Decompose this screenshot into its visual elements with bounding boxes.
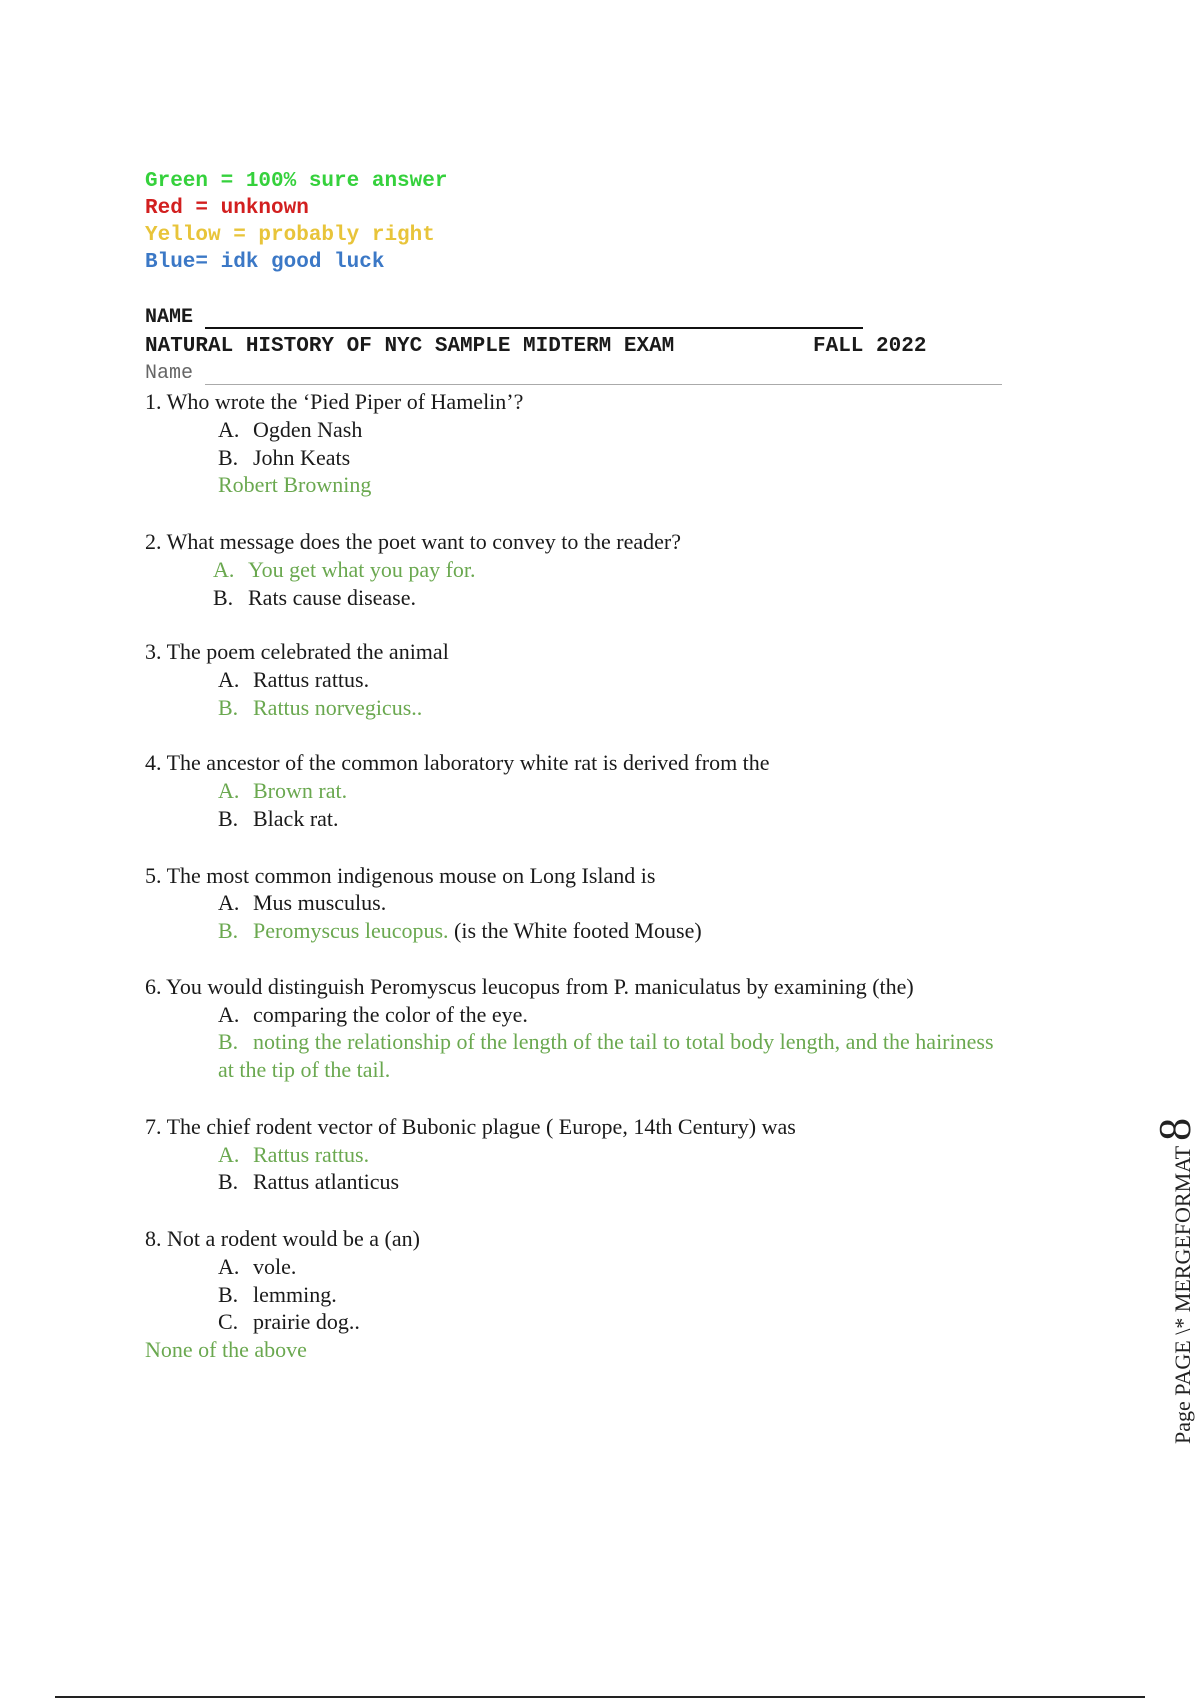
option-text: comparing the color of the eye. — [253, 1002, 528, 1027]
option-letter: A. — [218, 778, 240, 803]
q8-option-b — [218, 1281, 337, 1309]
exam-term: FALL 2022 — [813, 335, 927, 358]
legend-green: Green = 100% sure answer — [145, 170, 448, 193]
option-text: Peromyscus leucopus. — [253, 918, 449, 943]
page-field-text: Page PAGE \* MERGEFORMAT — [1170, 1140, 1195, 1444]
option-letter: B. — [218, 1282, 239, 1307]
exam-title: NATURAL HISTORY OF NYC SAMPLE MIDTERM EXAM — [145, 335, 675, 358]
option-letter: A. — [218, 1254, 240, 1279]
option-letter: A. — [213, 557, 235, 582]
q1-option-b — [218, 444, 350, 472]
question-2: 2. What message does the poet want to convey to the reader? — [145, 529, 681, 554]
q6-option-b-continuation — [218, 1056, 390, 1084]
option-letter: B. — [213, 585, 234, 610]
option-letter: B. — [218, 918, 239, 943]
legend-red: Red = unknown — [145, 197, 309, 220]
q8-answer: None of the above — [145, 1337, 307, 1362]
q1-option-a — [218, 416, 362, 444]
question-3: 3. The poem celebrated the animal — [145, 639, 449, 664]
option-letter: B. — [218, 445, 239, 470]
question-5: 5. The most common indigenous mouse on Long Island is — [145, 863, 656, 888]
option-letter: A. — [218, 667, 240, 692]
question-6: 6. You would distinguish Peromyscus leucopus from P. maniculatus by examining (the) — [145, 974, 914, 999]
option-text: prairie dog.. — [253, 1309, 360, 1334]
option-text-continuation: at the tip of the tail. — [218, 1057, 391, 1082]
question-1: 1. Who wrote the ‘Pied Piper of Hamelin’? — [145, 389, 524, 414]
option-letter: A. — [218, 1002, 240, 1027]
name-label: NAME — [145, 306, 194, 329]
name-label-secondary: Name — [145, 362, 194, 385]
option-text: noting the relationship of the length of the tail to total body length, and the hairiness — [253, 1029, 994, 1054]
option-text: Rattus atlanticus — [253, 1169, 400, 1194]
name-underline — [205, 327, 863, 329]
legend-blue: Blue= idk good luck — [145, 251, 385, 274]
legend-yellow: Yellow = probably right — [145, 224, 435, 247]
option-letter: A. — [218, 890, 240, 915]
q7-option-b — [218, 1168, 399, 1196]
option-text: vole. — [253, 1254, 297, 1279]
q4-option-a — [218, 777, 347, 805]
option-text: Brown rat. — [253, 778, 348, 803]
option-text: Rattus rattus. — [253, 667, 370, 692]
option-letter: A. — [218, 417, 240, 442]
q7-option-a — [218, 1141, 369, 1169]
color-legend — [145, 168, 447, 276]
footer-divider — [55, 1696, 1145, 1698]
q6-option-b — [218, 1028, 994, 1056]
option-text: Rattus rattus. — [253, 1142, 370, 1167]
option-text: Rats cause disease. — [248, 585, 416, 610]
option-letter: B. — [218, 806, 239, 831]
name-underline-secondary — [205, 384, 1002, 385]
option-letter: B. — [218, 1169, 239, 1194]
question-7: 7. The chief rodent vector of Bubonic plague ( Europe, 14th Century) was — [145, 1114, 796, 1139]
option-letter: C. — [218, 1309, 239, 1334]
option-letter: A. — [218, 1142, 240, 1167]
q4-option-b — [218, 805, 339, 833]
question-4: 4. The ancestor of the common laboratory white rat is derived from the — [145, 750, 770, 775]
option-text: Mus musculus. — [253, 890, 387, 915]
page-number-field — [1149, 1117, 1200, 1444]
q3-option-b — [218, 694, 422, 722]
q2-option-a — [213, 556, 476, 584]
q6-option-a — [218, 1001, 528, 1029]
q5-option-b — [218, 917, 702, 945]
q8-option-c — [218, 1308, 360, 1336]
q8-option-a — [218, 1253, 296, 1281]
option-text: Rattus norvegicus.. — [253, 695, 423, 720]
option-text: lemming. — [253, 1282, 337, 1307]
option-letter: B. — [218, 1029, 239, 1054]
page-number: 8 — [1149, 1117, 1200, 1141]
option-letter: B. — [218, 695, 239, 720]
question-8: 8. Not a rodent would be a (an) — [145, 1226, 420, 1251]
option-text: You get what you pay for. — [248, 557, 476, 582]
q2-option-b — [213, 584, 416, 612]
option-note: (is the White footed Mouse) — [448, 918, 702, 943]
option-text: John Keats — [253, 445, 351, 470]
option-text: Ogden Nash — [253, 417, 363, 442]
q1-answer: Robert Browning — [218, 472, 372, 497]
q5-option-a — [218, 889, 386, 917]
q3-option-a — [218, 666, 369, 694]
option-text: Black rat. — [253, 806, 339, 831]
